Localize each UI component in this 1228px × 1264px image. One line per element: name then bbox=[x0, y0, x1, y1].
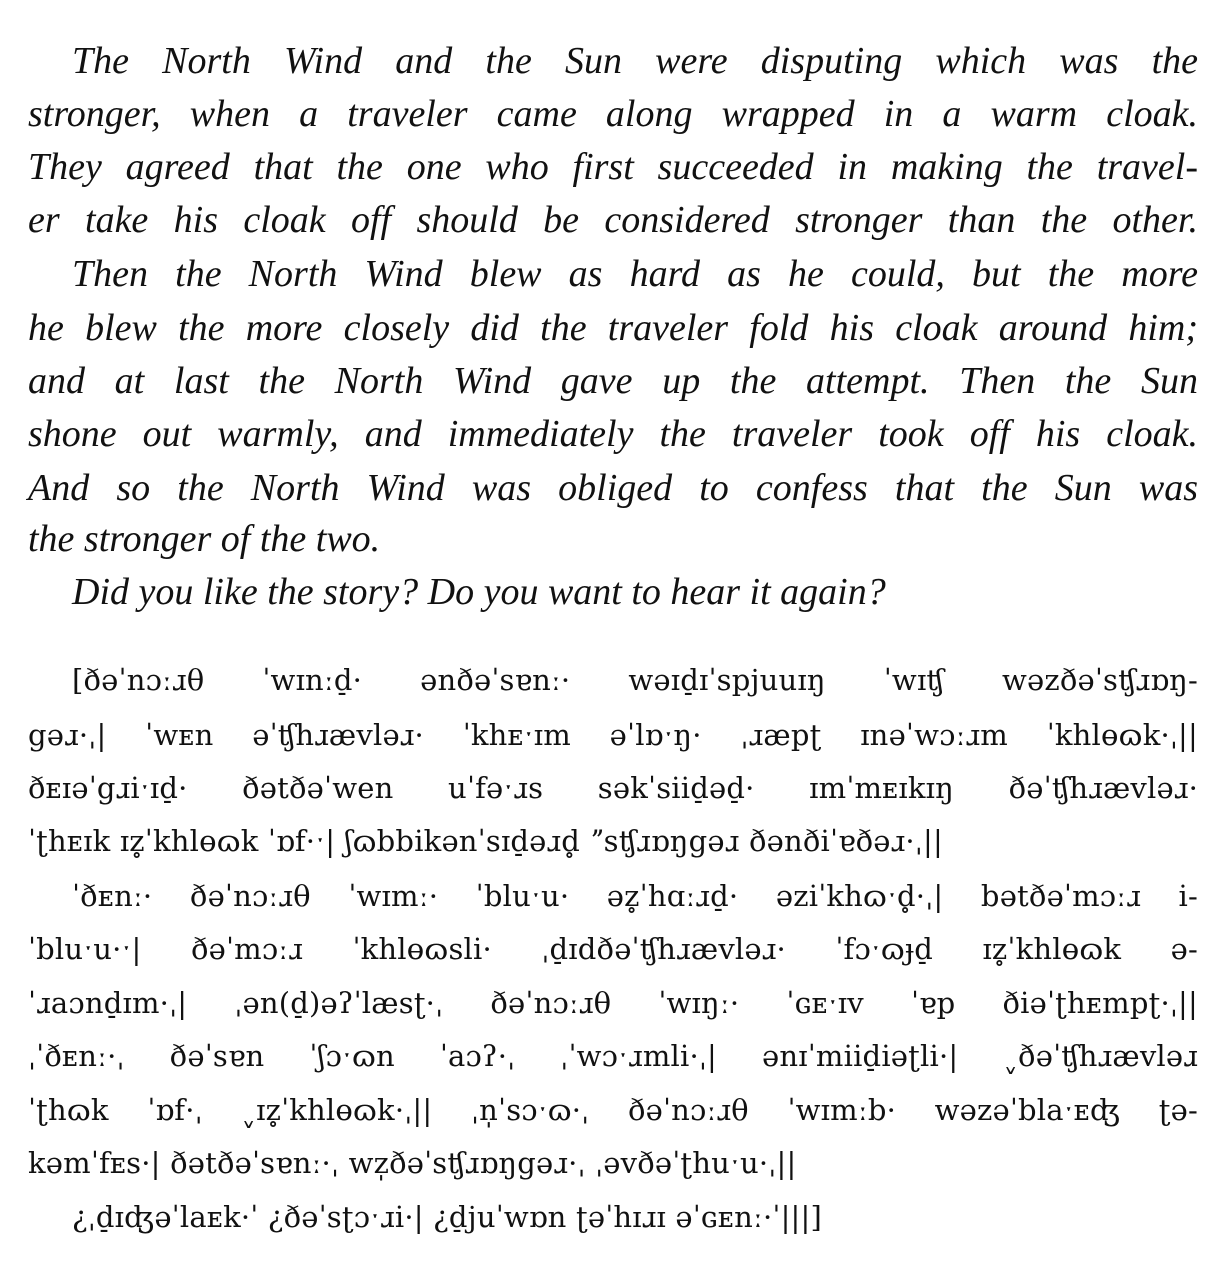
prose-line: Then the North Wind blew as hard as he could, but the more bbox=[72, 253, 1198, 295]
ipa-line: ¿ˌd̠ɪʤəˈlaᴇk·ˈ ¿ðəˈsʈɔˑɹi·| ¿d̠juˈwɒn ʈəˈhɪɹɪ əˈɢᴇnː·ˈ|||] bbox=[72, 1200, 822, 1234]
ipa-line: ˈʈhᴇɪk ɪz̥ˈkhlɵɷk ˈɒf·ˑ| ʃɷbbikənˈsɪd̠əɹd̥ ˮsʧɹɒŋgəɹ ðənðiˈɐðəɹ·ˌ|| bbox=[28, 824, 943, 858]
ipa-line: ˌˈðᴇnː·ˌ ðəˈsɐn ˈʃɔˑɷn ˈaɔʔ·ˌ ˌˈwɔˑɹmli·ˌ| ənɪˈmiid̠iəʈli·| ˬðəˈʧhɹævləɹ bbox=[28, 1039, 1198, 1073]
prose-line: and at last the North Wind gave up the attempt. Then the Sun bbox=[28, 360, 1198, 402]
prose-line: er take his cloak off should be considered stronger than the other. bbox=[28, 199, 1198, 241]
ipa-line: ˈðᴇnː· ðəˈnɔːɹθ ˈwɪmː· ˈbluˑu· əz̥ˈhɑːɹd̠· əziˈkhɷˑd̥·ˌ| bətðəˈmɔːɹ i- bbox=[72, 879, 1198, 913]
prose-line: he blew the more closely did the traveler fold his cloak around him; bbox=[28, 307, 1198, 349]
ipa-line: ˈɹaɔnd̠ɪm·ˌ| ˌən(d̠)əʔˈlæsʈ·ˌ ðəˈnɔːɹθ ˈwɪŋː· ˈɢᴇˑɪv ˈɐp ðiəˈʈhᴇmpʈ·ˌ|| bbox=[28, 986, 1198, 1020]
ipa-line: ðᴇɪəˈgɹiˑɪd̠· ðətðəˈwen uˈfəˑɹs səkˈsiid̠əd̠· ɪmˈmᴇɪkɪŋ ðəˈʧhɹævləɹ· bbox=[28, 771, 1198, 805]
ipa-line: [ðəˈnɔːɹθ ˈwɪnːd̠· ənðəˈsɐnː· wəɪd̠ɪˈspjuuɪŋ ˈwɪʧ wəzðəˈsʧɹɒŋ- bbox=[72, 663, 1198, 697]
prose-line: stronger, when a traveler came along wrapped in a warm cloak. bbox=[28, 93, 1198, 135]
prose-line: And so the North Wind was obliged to confess that the Sun was bbox=[28, 467, 1198, 509]
prose-line: The North Wind and the Sun were disputing which was the bbox=[72, 40, 1198, 82]
prose-line: They agreed that the one who first succeeded in making the travel- bbox=[28, 146, 1198, 188]
prose-line: the stronger of the two. bbox=[28, 518, 381, 560]
ipa-line: gəɹ·ˌ| ˈwᴇn əˈʧhɹævləɹ· ˈkhᴇˑɪm əˈlɒˑŋ· ˌɹæpʈ ɪnəˈwɔːɹm ˈkhlɵɷk·ˌ|| bbox=[28, 718, 1198, 752]
ipa-line: ˈbluˑu·ˑ| ðəˈmɔːɹ ˈkhlɵɷsli· ˌd̠ɪdðəˈʧhɹævləɹ· ˈfɔˑɷɟd̠ ɪz̥ˈkhlɵɷk ə- bbox=[28, 932, 1198, 966]
ipa-line: kəmˈfᴇs·| ðətðəˈsɐnː·ˌ wz̩ðəˈsʧɹɒŋgəɹ·ˌ ˌəvðəˈʈhuˑu·ˌ|| bbox=[28, 1146, 797, 1180]
prose-line: shone out warmly, and immediately the traveler took off his cloak. bbox=[28, 413, 1198, 455]
prose-line: Did you like the story? Do you want to hear it again? bbox=[72, 571, 886, 613]
ipa-line: ˈʈhɷk ˈɒf·ˌ ˬɪz̥ˈkhlɵɷk·ˌ|| ˌn̩ˈsɔˑɷ·ˌ ðəˈnɔːɹθ ˈwɪmːb· wəzəˈblaˑᴇʤ ʈə- bbox=[28, 1093, 1198, 1127]
